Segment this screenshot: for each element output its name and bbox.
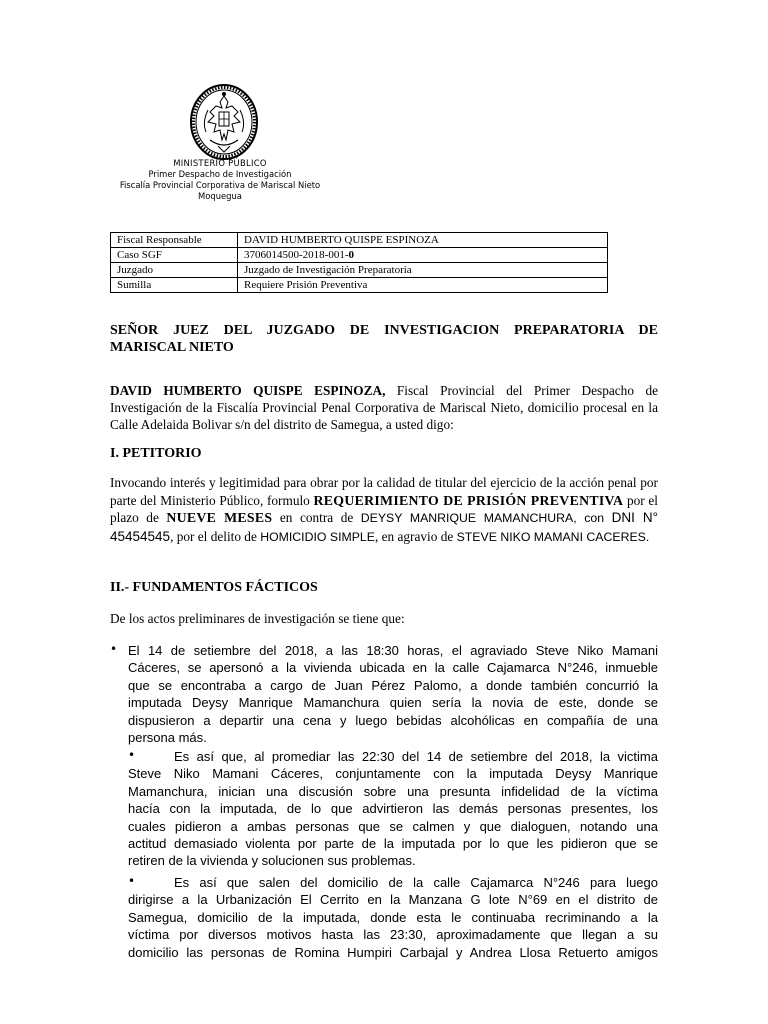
list-item: Es así que salen del domicilio de la calle Cajamarca N°246 para luego dirigirse a la Urbanización El Cerrito en la Manzana G lote N°69 en el distrito de Samegua, domicilio de la imputada, donde esta le continuaba recriminando a la víctima por diversos motivos hasta las 23:30, aproximadamente que llegan a su domicilio las personas de Romina Humpiri Carbajal y Andrea Llosa Retuerto amigos [128,875,658,960]
table-label-fiscal: Fiscal Responsable [111,233,238,248]
table-label-sumilla: Sumilla [111,278,238,293]
table-label-caso: Caso SGF [111,248,238,263]
table-row [111,278,608,293]
bullet-icon: • [128,874,136,888]
addressee-line-1: SEÑOR JUEZ DEL JUZGADO DE INVESTIGACION PREPARATORIA DE [110,323,658,338]
letterhead-fiscalia: Fiscalía Provincial Corporativa de Mariscal Nieto [119,180,321,190]
bullet-icon: • [128,748,136,762]
table-value-caso: 3706014500-2018-001-0 [238,248,608,263]
table-value-fiscal: DAVID HUMBERTO QUISPE ESPINOZA [238,233,608,248]
case-info-table [110,232,608,293]
list-item: Es así que, al promediar las 22:30 del 14 de setiembre del 2018, la victima Steve Niko Mamani Cáceres, conjuntamente con la imputada Deysy Manrique Mamanchura, inician una discusión sobre una presunta infidelidad de la víctima hacía con la imputada, de lo que advirtieron las demás personas presentes, los cuales pidieron a ambas personas que se calmen y que dialoguen, notando una actitud demasiado violenta por parte de la imputada por lo que les pidieron que se retiren de la vivienda y solucionen sus problemas. [128,749,658,869]
table-row [111,248,608,263]
petitorio-paragraph: Invocando interés y legitimidad para obrar por la calidad de titular del ejercicio de la acción penal por parte del Ministerio Público, formulo REQUERIMIENTO DE PRISIÓN PREVENTIVA por el plazo de NUEVE MESES en contra de DEYSY MANRIQUE MAMANCHURA, con DNI N° 45454545, por el delito de HOMICIDIO SIMPLE, en agravio de STEVE NIKO MAMANI CACERES. [110,475,658,544]
section-title-fundamentos: II.- FUNDAMENTOS FÁCTICOS [110,580,318,595]
table-row [111,263,608,278]
letterhead-office: Primer Despacho de Investigación [148,169,292,179]
table-label-juzgado: Juzgado [111,263,238,278]
ministerio-publico-seal-icon [188,82,260,162]
intro-text: Fiscal Provincial del Primer Despacho de Investigación de la Fiscalía Provincial Penal Corporativa de Mariscal Nieto, domicilio procesal en la Calle Adelaida Bolivar s/n del distrito de Samegua, a usted digo: [110,383,658,432]
letterhead-ministry: MINISTERIO PÚBLICO [173,158,267,168]
letterhead-city: Moquegua [198,191,242,201]
table-value-sumilla: Requiere Prisión Preventiva [238,278,608,293]
section-title-petitorio: I. PETITORIO [110,446,202,461]
table-value-juzgado: Juzgado de Investigación Preparatoria [238,263,608,278]
addressee-line-2: MARISCAL NIETO [110,340,234,355]
list-item: El 14 de setiembre del 2018, a las 18:30 horas, el agraviado Steve Niko Mamani Cáceres, se apersonó a la vivienda ubicada en la calle Cajamarca N°246, inmueble que se encontraba a cargo de Juan Pérez Palomo, a donde también concurrió la imputada Deysy Manrique Mamanchura quien sería la novia de este, donde se dispusieron a departir una cena y luego bebidas alcohólicas en compañía de una persona más. [128,643,658,746]
bullet-icon: • [110,642,118,656]
fundamentos-lead: De los actos preliminares de investigación se tiene que: [110,611,405,626]
prosecutor-name: DAVID HUMBERTO QUISPE ESPINOZA, [110,383,386,398]
table-row [111,233,608,248]
letterhead [100,158,340,202]
intro-paragraph [110,382,658,433]
